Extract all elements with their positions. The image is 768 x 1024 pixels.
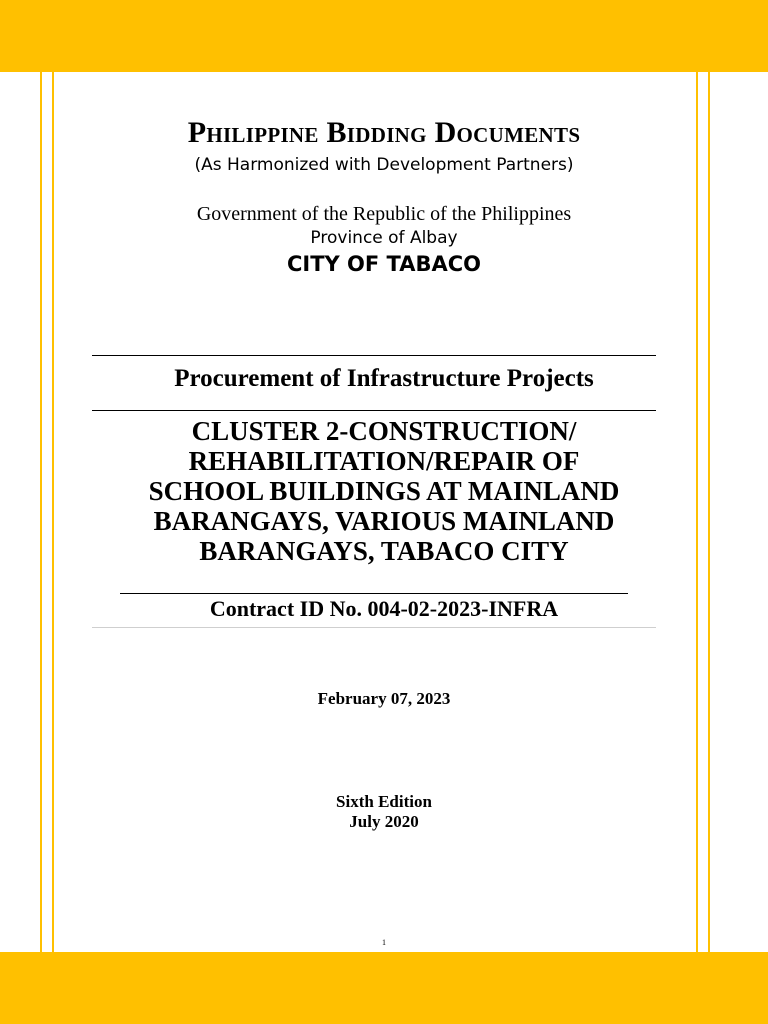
left-border-line-outer — [40, 0, 42, 1024]
project-title-line: SCHOOL BUILDINGS AT MAINLAND — [148, 476, 620, 506]
edition-info — [0, 792, 768, 832]
edition-date: July 2020 — [349, 812, 419, 831]
divider-rule — [92, 355, 656, 356]
bottom-color-band — [0, 952, 768, 1024]
edition-label: Sixth Edition — [336, 792, 432, 811]
section-heading: Procurement of Infrastructure Projects — [174, 365, 594, 392]
divider-rule — [120, 593, 628, 594]
project-title — [84, 416, 684, 566]
right-border-line-inner — [696, 0, 698, 1024]
project-title-line: CLUSTER 2-CONSTRUCTION/ — [191, 416, 577, 446]
document-subtitle: (As Harmonized with Development Partners) — [194, 155, 574, 175]
left-border-line-inner — [52, 0, 54, 1024]
document-date: February 07, 2023 — [317, 689, 451, 708]
contract-id: Contract ID No. 004-02-2023-INFRA — [209, 596, 559, 621]
city-name: CITY OF TABACO — [286, 252, 482, 276]
divider-rule — [92, 410, 656, 411]
right-border-line-outer — [708, 0, 710, 1024]
project-title-line: BARANGAYS, VARIOUS MAINLAND — [153, 506, 615, 536]
divider-rule — [92, 627, 656, 628]
project-title-line: BARANGAYS, TABACO CITY — [199, 536, 569, 566]
top-color-band — [0, 0, 768, 72]
document-title: Philippine Bidding Documents — [187, 116, 581, 149]
government-name: Government of the Republic of the Philippines — [196, 203, 572, 225]
project-title-line: REHABILITATION/REPAIR OF — [188, 446, 580, 476]
province-name: Province of Albay — [310, 228, 458, 248]
page-number: 1 — [382, 938, 386, 947]
